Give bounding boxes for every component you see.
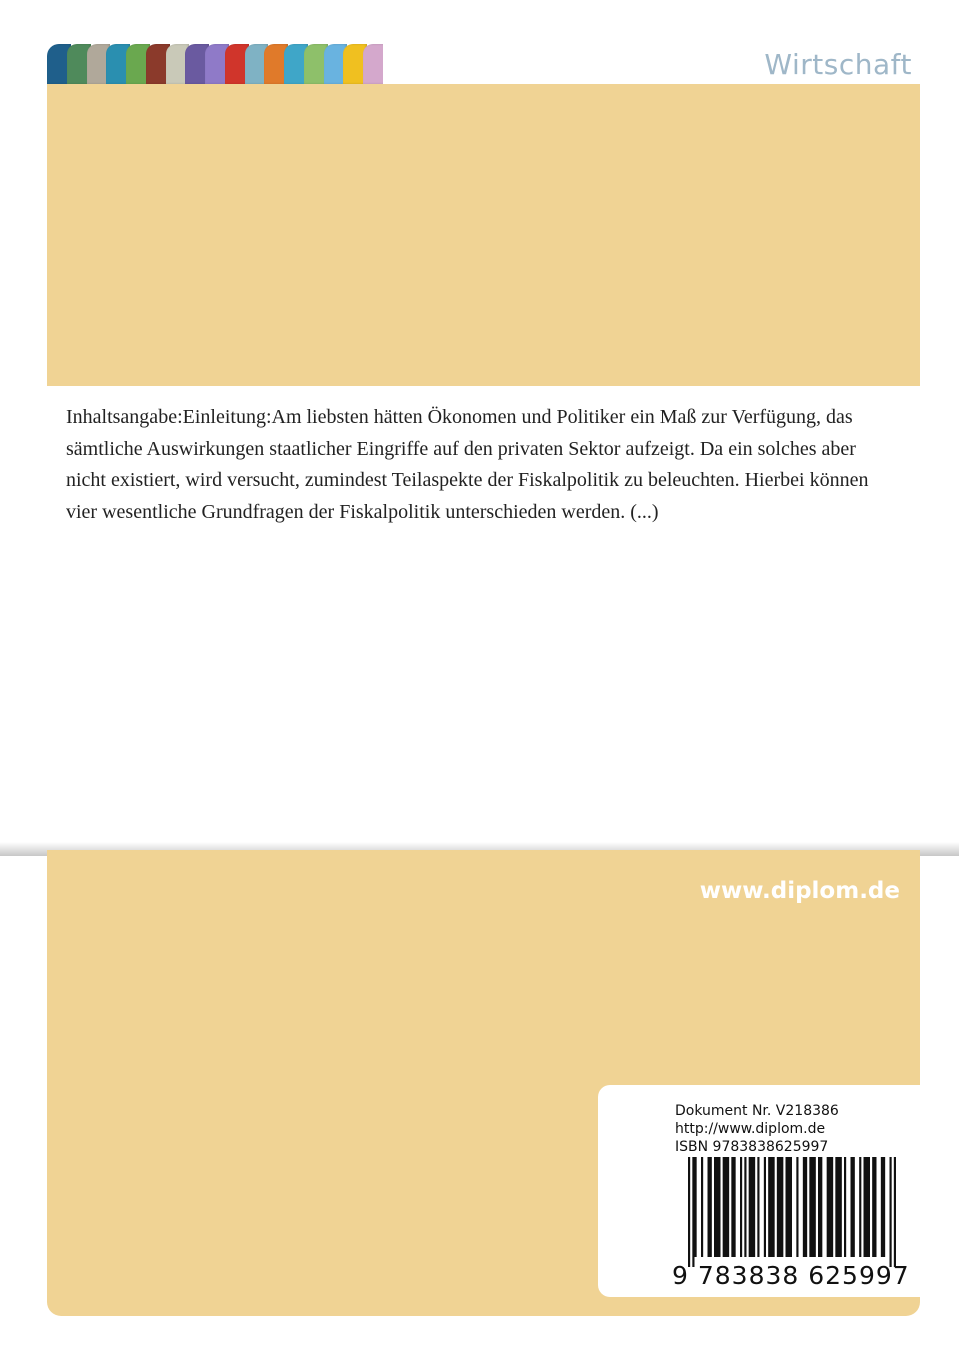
barcode-bar — [764, 1157, 766, 1257]
publisher-website: www.diplom.de — [699, 878, 900, 904]
document-number: Dokument Nr. V218386 — [675, 1103, 839, 1119]
barcode-bar — [851, 1157, 855, 1257]
barcode-bar — [818, 1157, 822, 1257]
barcode-guard-bar — [688, 1157, 690, 1267]
barcode-bar — [872, 1157, 876, 1257]
barcode-bar — [757, 1157, 759, 1257]
barcode-digits: 9 783838 625997 — [672, 1261, 910, 1290]
barcode-bar — [708, 1157, 712, 1257]
abstract-text: Inhaltsangabe:Einleitung:Am liebsten hätten Ökonomen und Politiker ein Maß zur Verfügung, das sämtliche Auswirkungen staatlicher Eingriffe auf den privaten Sektor aufzeigt. Da ein solches aber nicht existiert, wird versucht, zumindest Teilaspekte der Fiskalpolitik zu beleuchten. Hierbei können vier wesentliche Grundfragen der Fiskalpolitik unterschieden werden. (...) — [66, 406, 869, 523]
barcode-guard-bar — [894, 1157, 896, 1267]
barcode-bar — [777, 1157, 784, 1257]
publisher-url: http://www.diplom.de — [675, 1121, 826, 1137]
barcode-bar — [827, 1157, 834, 1257]
barcode-bar — [844, 1157, 846, 1257]
barcode-bar — [864, 1157, 871, 1257]
barcode-bar — [749, 1157, 756, 1257]
barcode-guard-bar — [890, 1157, 892, 1267]
barcode-bar — [803, 1157, 807, 1257]
barcode-bar — [695, 1157, 697, 1257]
barcode-bar — [723, 1157, 730, 1257]
color-tab — [363, 44, 383, 84]
barcode-bar — [744, 1157, 746, 1257]
barcode-bar — [701, 1157, 703, 1257]
barcode-bar — [731, 1157, 735, 1257]
barcode-bar — [881, 1157, 885, 1257]
barcode-bar — [859, 1157, 861, 1257]
barcode-bar — [714, 1157, 721, 1257]
color-tab-strip — [47, 44, 383, 84]
bottom-color-panel — [47, 850, 920, 1316]
barcode-bar — [796, 1157, 798, 1257]
barcode-bar — [835, 1157, 842, 1257]
barcode-bar — [809, 1157, 816, 1257]
category-label: Wirtschaft — [764, 48, 912, 81]
barcode-bar — [768, 1157, 775, 1257]
barcode-bar — [786, 1157, 793, 1257]
isbn-line: ISBN 9783838625997 — [675, 1139, 829, 1155]
barcode-box — [598, 1085, 920, 1297]
barcode-bar — [740, 1157, 742, 1257]
top-color-panel — [47, 84, 920, 386]
isbn-barcode — [688, 1157, 896, 1267]
book-back-cover — [47, 44, 920, 1316]
barcode-guard-bar — [692, 1157, 694, 1267]
